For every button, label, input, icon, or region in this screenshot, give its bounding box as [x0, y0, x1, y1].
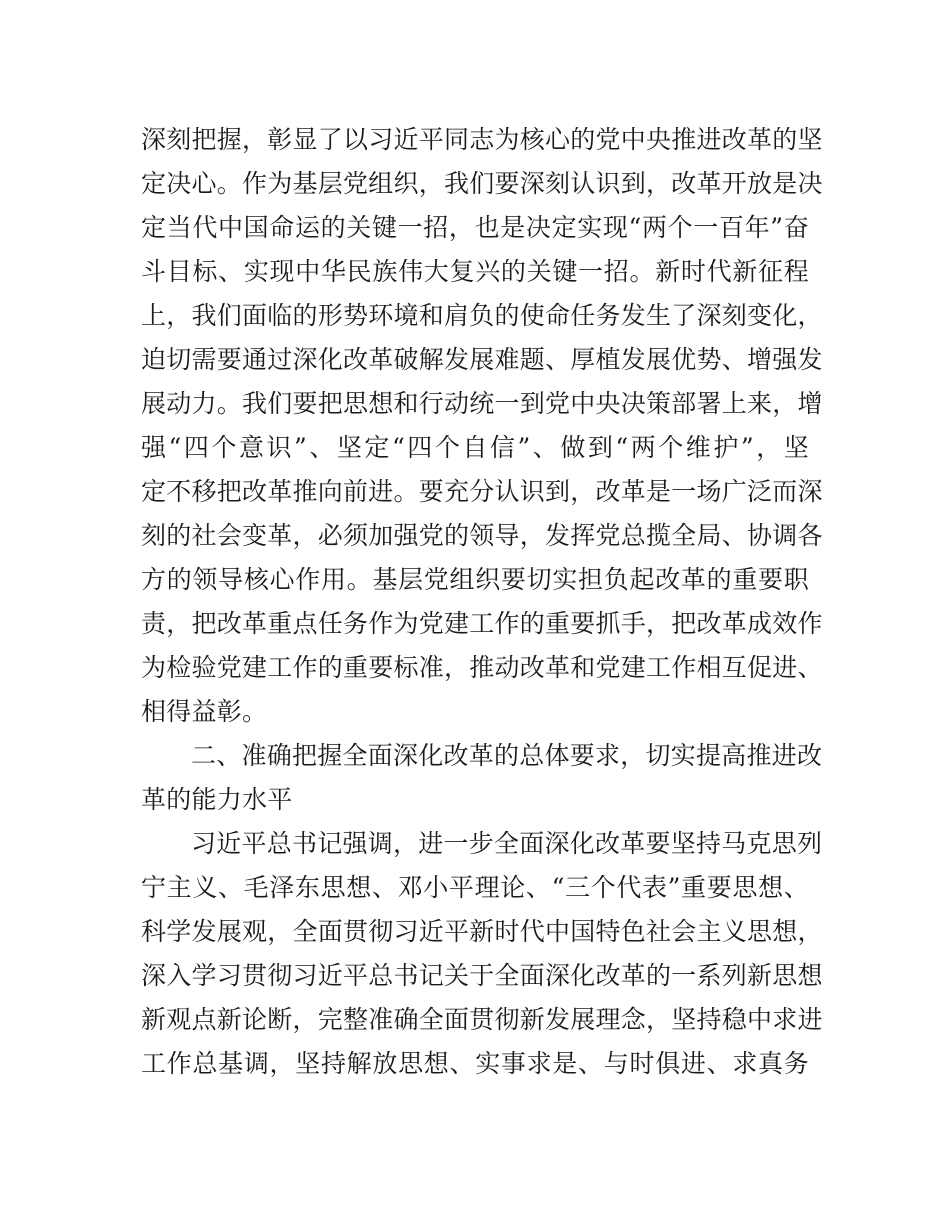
section-heading-continued: 革的能力水平 — [141, 785, 293, 814]
section-heading: 二、准确把握全面深化改革的总体要求，切实提高推进改 — [191, 741, 823, 770]
paragraph-line: 工作总基调，坚持解放思想、实事求是、与时俱进、求真务 — [141, 1049, 809, 1078]
paragraph-line: 定当代中国命运的关键一招，也是决定实现“两个一百年”奋 — [141, 213, 809, 242]
paragraph-line: 定不移把改革推向前进。要充分认识到，改革是一场广泛而深 — [141, 477, 823, 506]
paragraph-line: 刻的社会变革，必须加强党的领导，发挥党总揽全局、协调各 — [141, 521, 823, 550]
paragraph-line: 深刻把握，彰显了以习近平同志为核心的党中央推进改革的坚 — [141, 125, 823, 154]
paragraph-line: 深入学习贯彻习近平总书记关于全面深化改革的一系列新思想 — [141, 961, 823, 990]
paragraph-line: 定决心。作为基层党组织，我们要深刻认识到，改革开放是决 — [141, 169, 823, 198]
paragraph-line: 相得益彰。 — [141, 697, 268, 726]
paragraph-line: 展动力。我们要把思想和行动统一到党中央决策部署上来，增 — [141, 389, 823, 418]
paragraph-line: 科学发展观，全面贯彻习近平新时代中国特色社会主义思想， — [141, 917, 823, 946]
paragraph-line: 迫切需要通过深化改革破解发展难题、厚植发展优势、增强发 — [141, 345, 823, 374]
paragraph-line: 上，我们面临的形势环境和肩负的使命任务发生了深刻变化， — [141, 301, 823, 330]
paragraph-line: 方的领导核心作用。基层党组织要切实担负起改革的重要职 — [141, 565, 809, 594]
paragraph-line: 强“四个意识”、坚定“四个自信”、做到“两个维护”，坚 — [141, 433, 809, 462]
paragraph-line: 斗目标、实现中华民族伟大复兴的关键一招。新时代新征程 — [141, 257, 809, 286]
paragraph-line: 习近平总书记强调，进一步全面深化改革要坚持马克思列 — [191, 829, 823, 858]
paragraph-line: 宁主义、毛泽东思想、邓小平理论、“三个代表”重要思想、 — [141, 873, 809, 902]
paragraph-line: 为检验党建工作的重要标准，推动改革和党建工作相互促进、 — [141, 653, 823, 682]
paragraph-line: 新观点新论断，完整准确全面贯彻新发展理念，坚持稳中求进 — [141, 1005, 823, 1034]
paragraph-line: 责，把改革重点任务作为党建工作的重要抓手，把改革成效作 — [141, 609, 823, 638]
